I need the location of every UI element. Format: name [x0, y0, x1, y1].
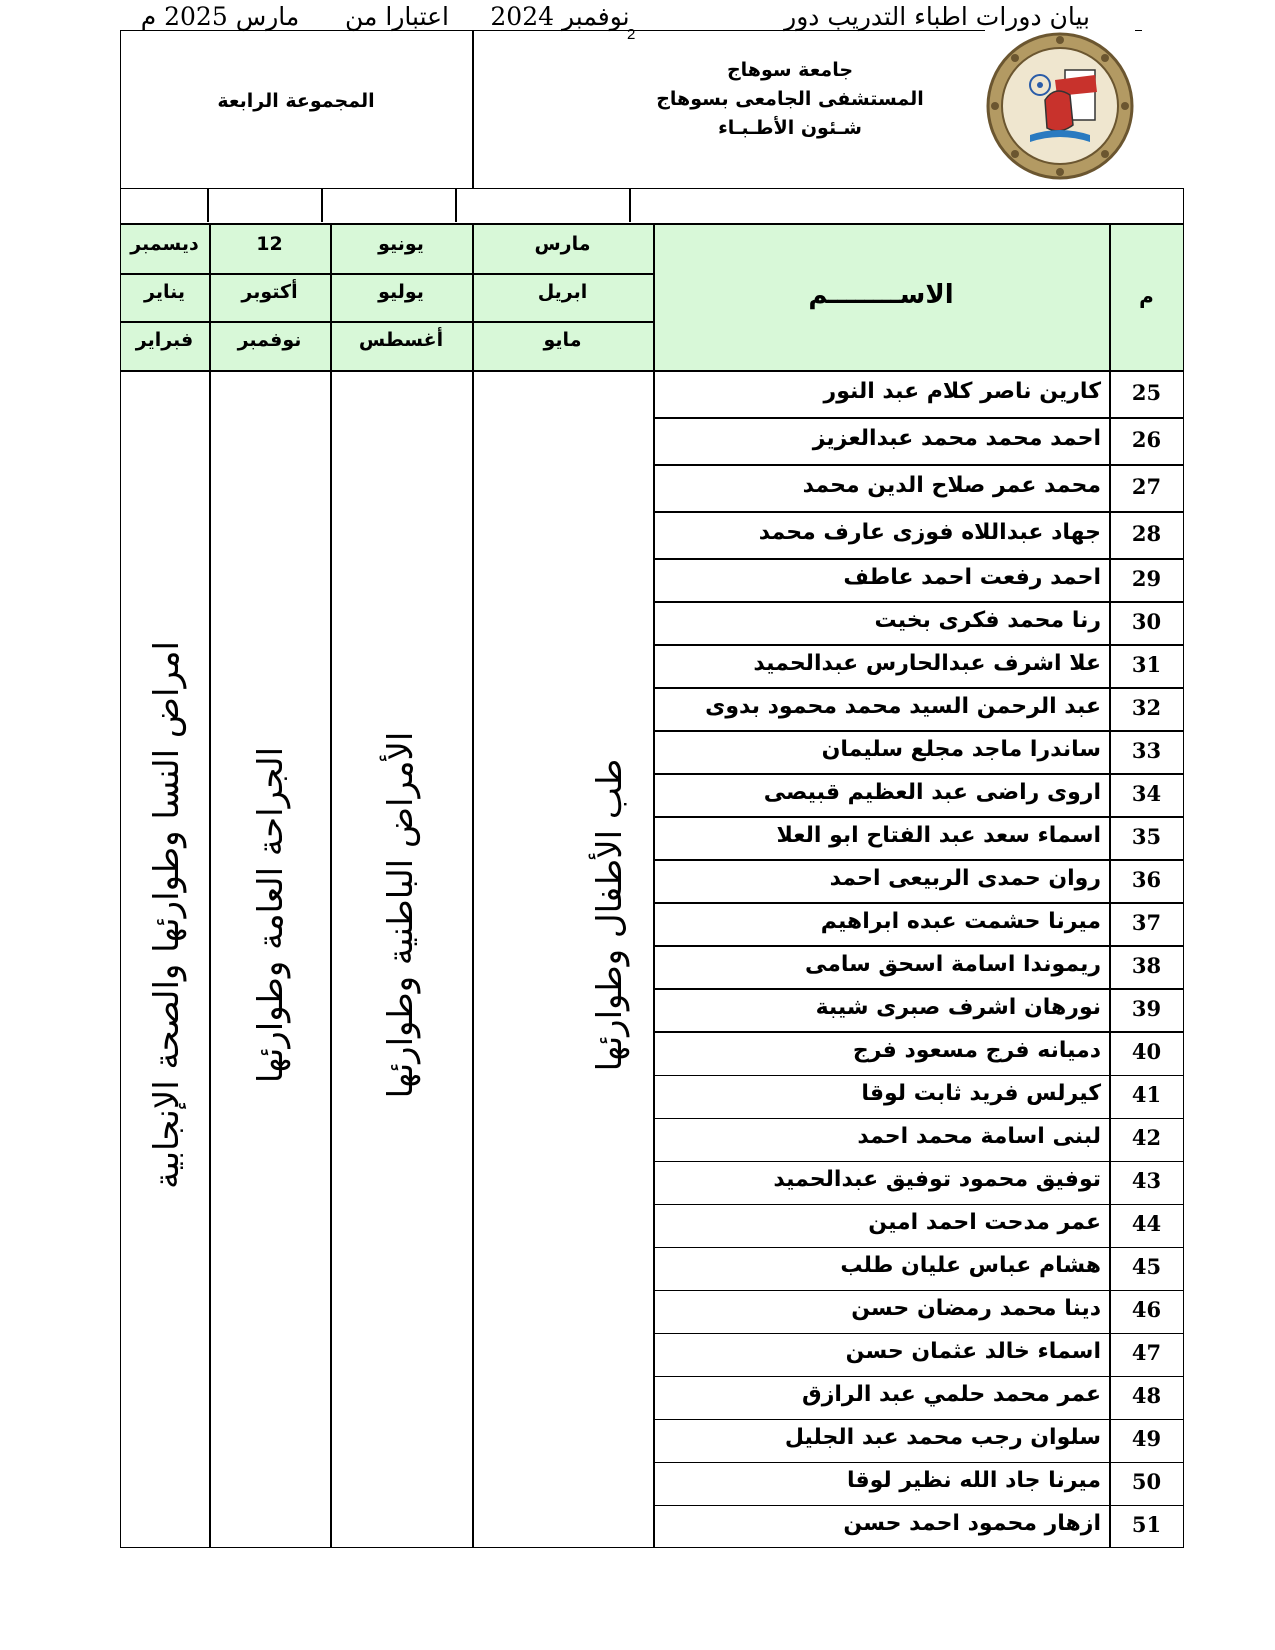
title-row [120, 188, 1184, 224]
divider [330, 224, 332, 1548]
row-divider [653, 1376, 1184, 1378]
row-number: 36 [1131, 866, 1162, 892]
month-cell: ابريل [537, 281, 588, 303]
row-divider [653, 1247, 1184, 1249]
name-column-header: الاســــــــم [808, 280, 954, 310]
row-name: اروى راضى عبد العظيم قبيصى [763, 779, 1101, 805]
row-number: 50 [1131, 1469, 1162, 1495]
row-number: 49 [1131, 1426, 1162, 1452]
title-description: بيان دورات اطباء التدريب دور [784, 2, 1090, 31]
department-name: شـئون الأطـبـاء [718, 117, 862, 139]
divider [120, 370, 1184, 372]
month-cell: ديسمبر [130, 233, 199, 255]
row-number: 48 [1131, 1383, 1162, 1409]
row-divider [653, 859, 1184, 861]
row-number: 42 [1131, 1125, 1162, 1151]
row-name: سلوان رجب محمد عبد الجليل [784, 1425, 1101, 1451]
row-divider [653, 1333, 1184, 1335]
divider [120, 321, 653, 323]
month-cell: يوليو [378, 281, 424, 303]
month-cell: 12 [256, 233, 283, 255]
month-cell: أغسطس [358, 329, 444, 351]
divider [629, 189, 631, 222]
sohag-university-seal-icon [985, 30, 1135, 182]
title-from-label: اعتبارا من [345, 2, 449, 31]
row-number: 45 [1131, 1254, 1162, 1280]
hospital-name: المستشفى الجامعى بسوهاج [656, 88, 924, 110]
row-name: جهاد عبداللاه فوزى عارف محمد [758, 519, 1101, 545]
row-divider [653, 601, 1184, 603]
row-divider [653, 644, 1184, 646]
row-number: 37 [1131, 909, 1162, 935]
row-name: عبد الرحمن السيد محمد محمود بدوى [705, 693, 1101, 719]
row-divider [653, 1161, 1184, 1163]
row-name: كارين ناصر كلام عبد النور [823, 378, 1101, 404]
divider [472, 224, 474, 1548]
row-number: 51 [1131, 1512, 1162, 1538]
divider [653, 224, 655, 1548]
row-name: لبنى اسامة محمد احمد [857, 1124, 1101, 1150]
row-number: 25 [1131, 379, 1162, 405]
row-divider [653, 988, 1184, 990]
row-divider [653, 1462, 1184, 1464]
divider [120, 273, 653, 275]
row-name: توفيق محمود توفيق عبدالحميد [773, 1167, 1101, 1193]
row-name: هشام عباس عليان طلب [840, 1253, 1101, 1279]
row-divider [653, 558, 1184, 560]
row-divider [653, 417, 1184, 419]
row-name: اسماء سعد عبد الفتاح ابو العلا [776, 822, 1101, 848]
header-divider [472, 30, 474, 188]
month-cell: يناير [144, 281, 185, 303]
row-name: ميرنا حشمت عبده ابراهيم [820, 908, 1101, 934]
row-name: احمد محمد محمد عبدالعزيز [812, 425, 1101, 451]
row-number: 32 [1131, 694, 1162, 720]
row-number: 47 [1131, 1340, 1162, 1366]
row-name: ريموندا اسامة اسحق سامى [805, 951, 1101, 977]
row-name: علا اشرف عبدالحارس عبدالحميد [753, 650, 1101, 676]
row-number: 26 [1131, 426, 1162, 452]
row-name: عمر مدحت احمد امين [868, 1210, 1101, 1236]
index-column-header: م [1139, 284, 1154, 308]
row-number: 31 [1131, 651, 1162, 677]
row-number: 43 [1131, 1168, 1162, 1194]
row-divider [653, 773, 1184, 775]
department-pediatrics: طب الأطفال وطوارئها [590, 758, 630, 1072]
divider [455, 189, 457, 222]
row-name: دينا محمد رمضان حسن [851, 1296, 1101, 1322]
university-name: جامعة سوهاج [726, 59, 854, 81]
month-cell: فبراير [135, 329, 194, 351]
row-number: 39 [1131, 995, 1162, 1021]
month-cell: يونيو [378, 233, 424, 255]
row-number: 35 [1131, 823, 1162, 849]
divider [207, 189, 209, 222]
page-number: 2 [627, 26, 636, 43]
divider [209, 224, 211, 1548]
row-number: 30 [1131, 608, 1162, 634]
row-divider [653, 1204, 1184, 1206]
divider [321, 189, 323, 222]
row-divider [653, 1419, 1184, 1421]
row-name: دميانه فرج مسعود فرج [852, 1038, 1101, 1063]
row-divider [653, 1505, 1184, 1507]
row-number: 40 [1131, 1039, 1162, 1064]
group-label: المجموعة الرابعة [217, 90, 375, 112]
row-name: احمد رفعت احمد عاطف [843, 564, 1101, 590]
row-divider [653, 730, 1184, 732]
department-internal-medicine: الأمراض الباطنية وطوارئها [381, 731, 421, 1099]
row-name: كيرلس فريد ثابت لوقا [861, 1081, 1101, 1107]
row-number: 34 [1131, 780, 1162, 806]
row-divider [653, 1075, 1184, 1077]
row-divider [653, 511, 1184, 513]
row-name: ميرنا جاد الله نظير لوقا [846, 1468, 1101, 1494]
row-name: روان حمدى الربيعى احمد [829, 865, 1101, 891]
row-number: 33 [1131, 737, 1162, 763]
row-name: ازهار محمود احمد حسن [843, 1511, 1101, 1537]
row-divider [653, 1031, 1184, 1033]
row-divider [653, 1290, 1184, 1292]
month-cell: مارس [534, 233, 591, 255]
row-divider [653, 902, 1184, 904]
title-start-date: مارس 2025 م [140, 2, 300, 31]
row-number: 38 [1131, 952, 1162, 978]
header-corner-gap [1142, 30, 1186, 188]
month-cell: نوفمبر [237, 329, 302, 351]
institution-block [620, 56, 960, 143]
row-divider [653, 816, 1184, 818]
month-cell: مايو [543, 329, 582, 351]
title-batch: نوفمبر 2024 [490, 2, 630, 31]
department-obgyn: امراض النسا وطوارئها والصحة الإنجابية [147, 641, 187, 1189]
row-name: عمر محمد حلمي عبد الرازق [802, 1382, 1101, 1408]
row-name: نورهان اشرف صبرى شيبة [815, 994, 1101, 1020]
row-name: ساندرا ماجد مجلع سليمان [821, 736, 1101, 762]
row-name: اسماء خالد عثمان حسن [845, 1339, 1101, 1365]
month-cell: أكتوبر [241, 281, 298, 303]
row-number: 44 [1131, 1211, 1162, 1237]
row-divider [653, 1118, 1184, 1120]
row-number: 29 [1131, 565, 1162, 591]
row-divider [653, 464, 1184, 466]
row-number: 27 [1131, 473, 1162, 499]
row-divider [653, 687, 1184, 689]
row-number: 41 [1131, 1082, 1162, 1108]
department-general-surgery: الجراحة العامة وطوارئها [251, 746, 291, 1084]
row-divider [653, 945, 1184, 947]
row-number: 28 [1131, 520, 1162, 546]
row-name: رنا محمد فكرى بخيت [874, 607, 1101, 633]
row-number: 46 [1131, 1297, 1162, 1323]
row-name: محمد عمر صلاح الدين محمد [802, 472, 1101, 498]
